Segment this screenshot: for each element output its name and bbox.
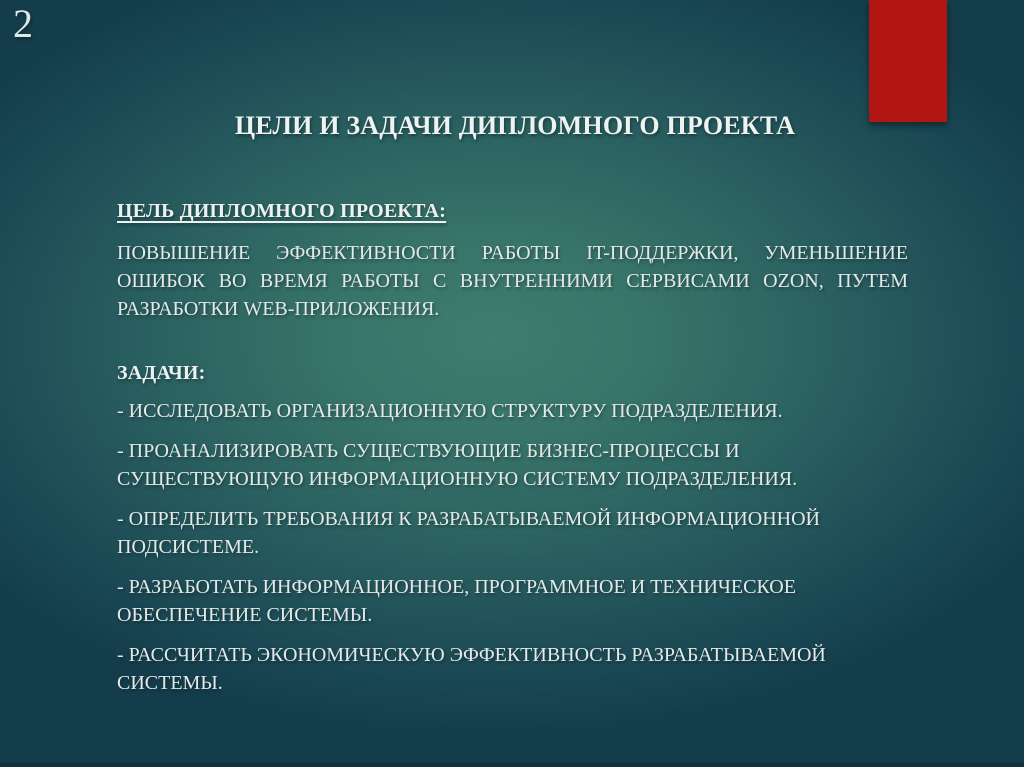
task-item: - ИССЛЕДОВАТЬ ОРГАНИЗАЦИОННУЮ СТРУКТУРУ ПОДРАЗДЕЛЕНИЯ. bbox=[117, 400, 783, 422]
slide-title: ЦЕЛИ И ЗАДАЧИ ДИПЛОМНОГО ПРОЕКТА bbox=[234, 111, 796, 140]
task-item: - РАССЧИТАТЬ ЭКОНОМИЧЕСКУЮ ЭФФЕКТИВНОСТЬ РАЗРАБАТЫВАЕМОЙ СИСТЕМЫ. bbox=[117, 644, 826, 694]
task-item: - ПРОАНАЛИЗИРОВАТЬ СУЩЕСТВУЮЩИЕ БИЗНЕС-ПРОЦЕССЫ И СУЩЕСТВУЮЩУЮ ИНФОРМАЦИОННУЮ СИСТЕМУ ПОДРАЗДЕЛЕНИЯ. bbox=[117, 440, 798, 490]
red-accent-bar bbox=[869, 0, 947, 122]
task-item: - ОПРЕДЕЛИТЬ ТРЕБОВАНИЯ К РАЗРАБАТЫВАЕМОЙ ИНФОРМАЦИОННОЙ ПОДСИСТЕМЕ. bbox=[117, 508, 820, 558]
tasks-heading: ЗАДАЧИ: bbox=[117, 362, 206, 384]
slide-page-number: 2 bbox=[13, 1, 33, 46]
goal-heading: ЦЕЛЬ ДИПЛОМНОГО ПРОЕКТА: bbox=[117, 200, 447, 222]
task-item: - РАЗРАБОТАТЬ ИНФОРМАЦИОННОЕ, ПРОГРАММНОЕ И ТЕХНИЧЕСКОЕ ОБЕСПЕЧЕНИЕ СИСТЕМЫ. bbox=[117, 576, 796, 626]
goal-text: ПОВЫШЕНИЕ ЭФФЕКТИВНОСТИ РАБОТЫ IT-ПОДДЕРЖКИ, УМЕНЬШЕНИЕ ОШИБОК ВО ВРЕМЯ РАБОТЫ С ВНУТРЕННИМИ СЕРВИСАМИ OZON, ПУТЕМ РАЗРАБОТКИ WEB-ПРИЛОЖЕНИЯ. bbox=[117, 242, 908, 320]
slide-body bbox=[117, 197, 908, 709]
slide-bottom-edge bbox=[0, 763, 1024, 767]
